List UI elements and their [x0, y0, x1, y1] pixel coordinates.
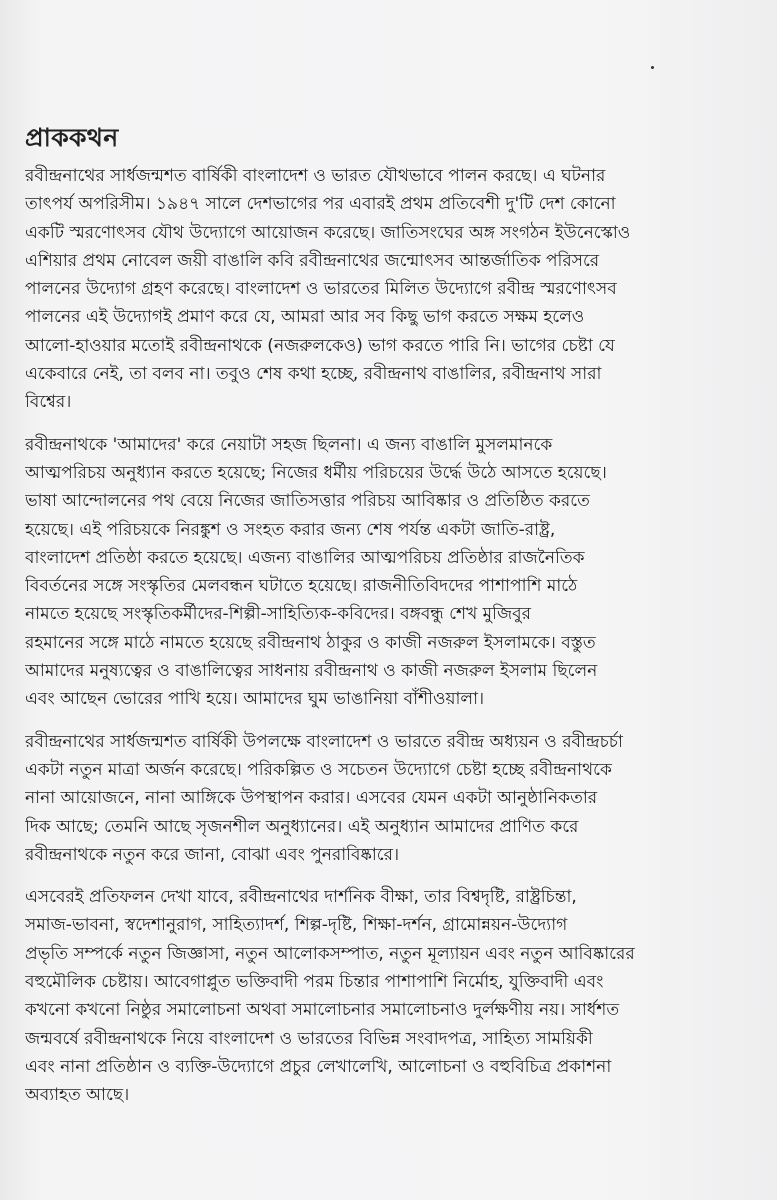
paragraph — [25, 883, 750, 1109]
text-line: রবীন্দ্রনাথের সার্ধজন্মশত বার্ষিকী উপলক্ষে বাংলাদেশ ও ভারতে রবীন্দ্র অধ্যয়ন ও রবীন্দ্রচর্চা — [25, 731, 623, 752]
paragraph — [25, 162, 750, 417]
text-line: একটি স্মরণোৎসব যৌথ উদ্যোগে আয়োজন করেছে। জাতিসংঘের অঙ্গ সংগঠন ইউনেস্কোও — [25, 222, 631, 243]
text-line: এশিয়ার প্রথম নোবেল জয়ী বাঙালি কবি রবীন্দ্রনাথের জন্মোৎসব আন্তর্জাতিক পরিসরে — [25, 250, 600, 271]
text-line: আলো-হাওয়ার মতোই রবীন্দ্রনাথকে (নজরুলকেও) ভাগ করতে পারি নি। ভাগের চেষ্টা যে — [25, 335, 615, 356]
text-line: রবীন্দ্রনাথকে নতুন করে জানা, বোঝা এবং পুনরাবিষ্কারে। — [25, 844, 400, 865]
paragraph — [25, 431, 750, 714]
text-line: তাৎপর্য অপরিসীম। ১৯৪৭ সালে দেশভাগের পর এবারই প্রথম প্রতিবেশী দু'টি দেশ কোনো — [25, 194, 616, 215]
text-line: প্রভৃতি সম্পর্কে নতুন জিজ্ঞাসা, নতুন আলোকসম্পাত, নতুন মূল্যায়ন এবং নতুন আবিষ্কারের — [25, 943, 635, 964]
text-line: বিশ্বের। — [25, 392, 72, 413]
text-line: রবীন্দ্রনাথকে 'আমাদের' করে নেয়াটা সহজ ছিলনা। এ জন্য বাঙালি মুসলমানকে — [25, 434, 553, 455]
text-line: নামতে হয়েছে সংস্কৃতিকর্মীদের-শিল্পী-সাহিত্যিক-কবিদের। বঙ্গবন্ধু শেখ মুজিবুর — [25, 604, 531, 625]
text-line: বিবর্তনের সঙ্গে সংস্কৃতির মেলবন্ধন ঘটাতে হয়েছে। রাজনীতিবিদদের পাশাপাশি মাঠে — [25, 576, 578, 597]
text-line: একটা নতুন মাত্রা অর্জন করেছে। পরিকল্পিত ও সচেতন উদ্যোগে চেষ্টা হচ্ছে রবীন্দ্রনাথকে — [25, 759, 612, 780]
text-line: নানা আয়োজনে, নানা আঙ্গিকে উপস্থাপন করার। এসবের যেমন একটা আনুষ্ঠানিকতার — [25, 788, 598, 809]
text-line: অব্যাহত আছে। — [25, 1085, 130, 1106]
text-line: এবং নানা প্রতিষ্ঠান ও ব্যক্তি-উদ্যোগে প্রচুর লেখালেখি, আলোচনা ও বহুবিচিত্র প্রকাশনা — [25, 1056, 612, 1077]
text-line: আমাদের মনুষ্যত্বের ও বাঙালিত্বের সাধনায় রবীন্দ্রনাথ ও কাজী নজরুল ইসলাম ছিলেন — [25, 661, 598, 682]
text-line: জন্মবর্ষে রবীন্দ্রনাথকে নিয়ে বাংলাদেশ ও ভারতের বিভিন্ন সংবাদপত্র, সাহিত্য সাময়িকী — [25, 1028, 593, 1049]
body-text — [25, 162, 750, 1124]
text-line: হয়েছে। এই পরিচয়কে নিরঙ্কুশ ও সংহত করার জন্য শেষ পর্যন্ত একটা জাতি-রাষ্ট্র, — [25, 519, 556, 540]
text-line: রহমানের সঙ্গে মাঠে নামতে হয়েছে রবীন্দ্রনাথ ঠাকুর ও কাজী নজরুল ইসলামকে। বস্তুত — [25, 632, 596, 653]
text-line: পালনের উদ্যোগ গ্রহণ করেছে। বাংলাদেশ ও ভারতের মিলিত উদ্যোগে রবীন্দ্র স্মরণোৎসব — [25, 279, 617, 300]
text-line: আত্মপরিচয় অনুধ্যান করতে হয়েছে; নিজের ধর্মীয় পরিচয়ের উর্দ্ধে উঠে আসতে হয়েছে। — [25, 462, 607, 483]
paragraph — [25, 728, 750, 869]
text-line: এবং আছেন ভোরের পাখি হয়ে। আমাদের ঘুম ভাঙানিয়া বাঁশীওয়ালা। — [25, 689, 485, 710]
text-line: ভাষা আন্দোলনের পথ বেয়ে নিজের জাতিসত্তার পরিচয় আবিষ্কার ও প্রতিষ্ঠিত করতে — [25, 491, 590, 512]
text-line: পালনের এই উদ্যোগই প্রমাণ করে যে, আমরা আর সব কিছু ভাগ করতে সক্ষম হলেও — [25, 307, 585, 328]
text-line: কখনো কখনো নিষ্ঠুর সমালোচনা অথবা সমালোচনার সমালোচনাও দুর্লক্ষণীয় নয়। সার্ধশত — [25, 1000, 620, 1021]
text-line: সমাজ-ভাবনা, স্বদেশানুরাগ, সাহিত্যাদর্শ, শিল্প-দৃষ্টি, শিক্ষা-দর্শন, গ্রামোন্নয়ন-উদ্যোগ — [25, 915, 568, 936]
ink-dot — [651, 66, 654, 69]
text-line: বাংলাদেশ প্রতিষ্ঠা করতে হয়েছে। এজন্য বাঙালির আত্মপরিচয় প্রতিষ্ঠার রাজনৈতিক — [25, 547, 585, 568]
page-heading: প্রাককথন — [25, 123, 119, 152]
text-line: রবীন্দ্রনাথের সার্ধজন্মশত বার্ষিকী বাংলাদেশ ও ভারত যৌথভাবে পালন করছে। এ ঘটনার — [25, 166, 606, 186]
text-line: দিক আছে; তেমনি আছে সৃজনশীল অনুধ্যানের। এই অনুধ্যান আমাদের প্রাণিত করে — [25, 816, 579, 837]
text-line: একেবারে নেই, তা বলব না। তবুও শেষ কথা হচ্ছে, রবীন্দ্রনাথ বাঙালির, রবীন্দ্রনাথ সারা — [25, 364, 602, 385]
text-line: বহুমৌলিক চেষ্টায়। আবেগাপ্লুত ভক্তিবাদী পরম চিন্তার পাশাপাশি নির্মোহ, যুক্তিবাদী এবং — [25, 972, 604, 993]
text-line: এসবেরই প্রতিফলন দেখা যাবে, রবীন্দ্রনাথের দার্শনিক বীক্ষা, তার বিশ্বদৃষ্টি, রাষ্ট্রচিন্তা, — [25, 887, 577, 908]
